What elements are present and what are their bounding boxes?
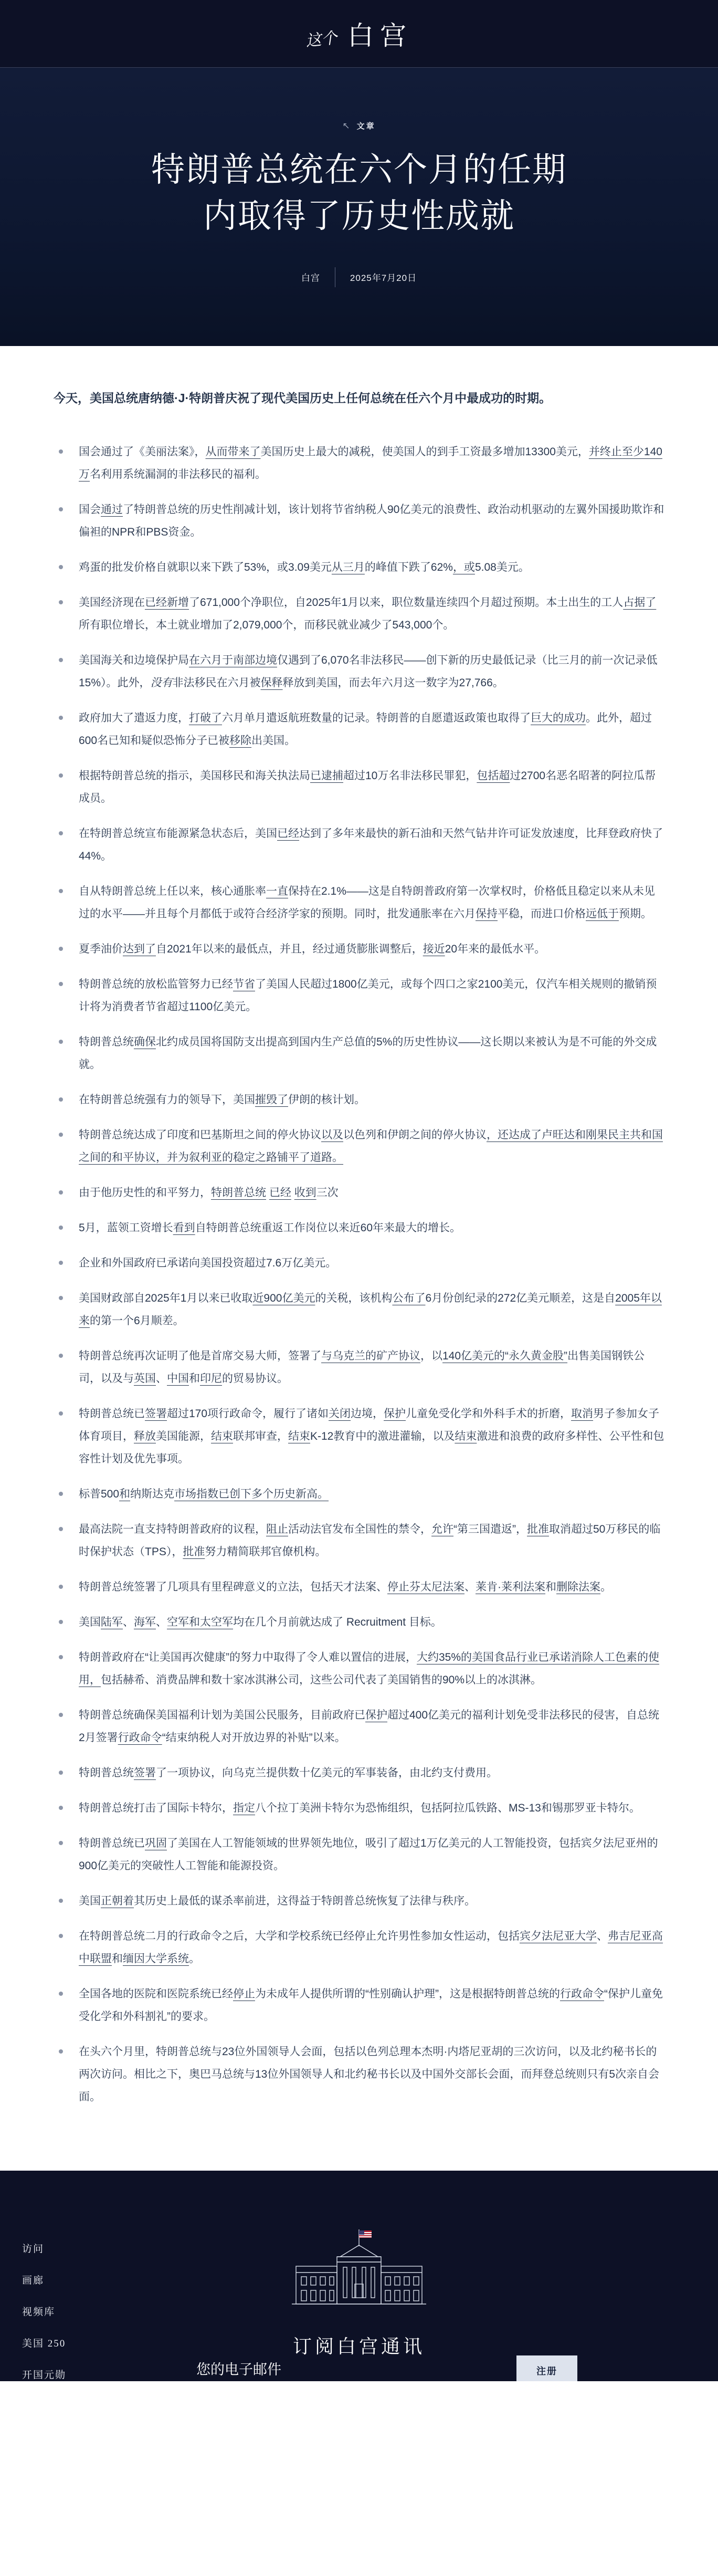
text-segment: 努力精简联邦官僚机构。 [205, 1545, 326, 1558]
text-segment: 保持在2.1%——这是自特朗普政府第一次掌权时，价格低且稳定以来从未见过的水平——并且每个月都低于或符合经济学家的预期。同时，批发通胀率在六月 [79, 885, 655, 920]
inline-link[interactable]: 以及 [321, 1128, 343, 1141]
achievement-item [54, 765, 664, 810]
breadcrumb-label: 文章 [356, 122, 376, 131]
page-title: 特朗普总统在六个月的任期内取得了历史性成就 [151, 151, 567, 235]
us-flag-icon [359, 2231, 372, 2238]
inline-link[interactable]: 删除法案 [556, 1580, 600, 1593]
achievement-item [54, 707, 664, 752]
signup-button[interactable]: 注册 [516, 2355, 577, 2381]
text-segment: 了671,000个净职位，自2025年1月以来，职位数量连续四个月超过预期。本土出生的工人 [189, 596, 624, 609]
text-segment: 仅遇到了6,070名非法移民——创下新的历史最低记录（比三月的前一次记录低15%）。此外， [79, 654, 658, 689]
text-segment: 标普500 [79, 1488, 120, 1500]
inline-link[interactable]: 行政命令 [118, 1731, 162, 1744]
text-segment: 了一项协议，向乌克兰提供数十亿美元的军事装备，由北约支付费用。 [156, 1766, 498, 1779]
achievement-item [54, 1483, 664, 1505]
inline-link[interactable]: 巨大的成功 [531, 711, 586, 724]
footer-link[interactable]: 视频库 [22, 2306, 56, 2318]
text-segment: “保护儿童免受化学和外科割礼”的要求。 [79, 1987, 663, 2023]
text-segment: 出美国。 [251, 734, 296, 747]
inline-link[interactable]: 大约35%的美国食品行业已承诺消除人工色素的使用， [79, 1651, 660, 1686]
text-segment: 没有 [150, 676, 173, 689]
inline-link[interactable]: 已经新增 [145, 596, 189, 609]
inline-link[interactable]: 确保 [134, 1035, 156, 1048]
inline-link[interactable]: 允许 [431, 1523, 453, 1535]
text-segment: 在头六个月里，特朗普总统与23位外国领导人会面，包括以色列总理本杰明·内塔尼亚胡的三次访问，以及北约秘书长的两次访问。相比之下，奥巴马总统与13位外国领导人和北约秘书长以及中国外交部长会面，而拜登总统则只有5次亲自会面。 [79, 2045, 660, 2103]
text-segment: 和 [112, 1952, 123, 1965]
text-segment: 的贸易协议。 [222, 1372, 288, 1385]
inline-link[interactable]: 节省 [233, 978, 255, 990]
text-segment: 国会通过了《美丽法案》， [79, 445, 206, 458]
inline-link[interactable]: 停止芬太尼法案 [387, 1580, 464, 1593]
inline-link[interactable]: 达到了 [123, 943, 156, 955]
text-segment: 国会 [79, 503, 101, 516]
inline-link[interactable]: 签署 [145, 1407, 167, 1420]
text-segment: 伊朗的核计划。 [288, 1093, 365, 1106]
text-segment: 、 [156, 1616, 167, 1628]
text-segment: 平稳，而进口价格 [498, 907, 586, 920]
site-header [0, 0, 718, 67]
achievement-item [54, 2040, 664, 2108]
text-segment: 特朗普政府在“让美国再次健康”的努力中取得了令人难以置信的进展， [79, 1651, 417, 1663]
text-segment: 八个拉丁美洲卡特尔为恐怖组织，包括阿拉瓜铁路、MS-13和锡那罗亚卡特尔。 [255, 1802, 640, 1814]
achievement-item [54, 1797, 664, 1819]
inline-link[interactable]: 指定 [233, 1802, 255, 1814]
achievement-item [54, 1762, 664, 1784]
text-segment: 为未成年人提供所谓的“性别确认护理”，这是根据特朗普总统的 [255, 1987, 560, 2000]
text-segment: 特朗普总统再次证明了他是首席交易大师，签署了 [79, 1349, 321, 1362]
text-segment: 释放到美国，而去年六月这一数字为27,766。 [282, 676, 504, 689]
inline-link[interactable]: 海军 [134, 1616, 156, 1628]
inline-link[interactable]: 2005年以来 [79, 1292, 662, 1327]
achievement-item [54, 880, 664, 925]
achievement-item [54, 1890, 664, 1912]
text-segment: 特朗普总统的放松监管努力已经 [79, 978, 233, 990]
inline-link[interactable]: 陆军 [101, 1616, 123, 1628]
text-segment: 美国海关和边境保护局 [79, 654, 189, 666]
article-hero [0, 67, 718, 346]
inline-link[interactable]: 已逮捕 [310, 769, 343, 782]
text-segment: 的关税，该机构 [315, 1292, 393, 1304]
text-segment: 非法移民在六月被 [172, 676, 261, 689]
text-segment: 自2021年以来的最低点，并且，经过通货膨胀调整后， [156, 943, 423, 955]
site-footer [0, 2171, 718, 2381]
achievement-item [54, 1088, 664, 1111]
inline-link[interactable]: 移除 [229, 734, 252, 747]
achievement-list [54, 441, 664, 2108]
text-segment: 均在几个月前就达成了 Recruitment 目标。 [233, 1616, 442, 1628]
achievement-item [54, 1576, 664, 1598]
inline-link[interactable]: 与乌克兰的矿产协议 [321, 1349, 420, 1362]
whitehouse-logo[interactable] [305, 15, 413, 53]
inline-link[interactable]: 市场指数已创下多个历史新高。 [174, 1488, 329, 1500]
inline-link[interactable]: 看到 [173, 1221, 195, 1234]
inline-link[interactable]: 收到 [294, 1186, 316, 1199]
achievement-item [54, 1031, 664, 1076]
inline-link[interactable]: 接近 [423, 943, 445, 955]
text-segment: K-12教育中的激进灌输，以及 [310, 1430, 455, 1442]
achievement-item [54, 1402, 664, 1470]
inline-link[interactable]: 释放 [134, 1430, 156, 1442]
text-segment: 边境， [351, 1407, 384, 1420]
byline-date: 2025年7月20日 [350, 273, 417, 284]
achievement-item [54, 1217, 664, 1239]
inline-link[interactable]: 批准 [527, 1523, 549, 1535]
text-segment: 超过170项行政命令，履行了诸如 [167, 1407, 329, 1420]
text-segment: 在特朗普总统二月的行政命令之后，大学和学校系统已经停止允许男性参加女性运动，包括 [79, 1930, 520, 1942]
inline-link[interactable]: 从三月 [331, 561, 365, 573]
text-segment: 特朗普总统 [79, 1766, 134, 1779]
inline-link[interactable]: 已经 [269, 1186, 291, 1199]
text-segment: 。 [189, 1952, 200, 1965]
text-segment: 特朗普总统 [79, 1035, 134, 1048]
inline-link[interactable]: 近900亿美元 [252, 1292, 315, 1304]
inline-link[interactable]: 中国 [167, 1372, 189, 1385]
inline-link[interactable]: 通过 [101, 503, 123, 516]
achievement-item [54, 1646, 664, 1691]
text-segment: 男子参加女子体育项目， [79, 1407, 660, 1442]
text-segment: 以色列和伊朗之间的停火协议 [343, 1128, 487, 1141]
footer-nav [22, 2241, 66, 2381]
email-input[interactable] [195, 2359, 493, 2381]
inline-link[interactable]: 巩固 [145, 1837, 167, 1849]
achievement-item [54, 441, 664, 486]
text-segment: 取消超过50万移民的临时保护状态（TPS）， [79, 1523, 661, 1558]
inline-link[interactable]: 空军和太空军 [167, 1616, 233, 1628]
inline-link[interactable]: 从而带来了 [205, 445, 261, 458]
text-segment: 联邦审查， [233, 1430, 288, 1442]
inline-link[interactable]: 行政命令 [559, 1987, 604, 2000]
text-segment: 政府加大了遣返力度， [79, 711, 189, 724]
inline-link[interactable]: 印尼 [200, 1372, 222, 1385]
footer-link[interactable]: 画廊 [22, 2275, 45, 2286]
inline-link[interactable]: 结束 [455, 1430, 477, 1442]
text-segment: 美国财政部自2025年1月以来已收取 [79, 1292, 253, 1304]
text-segment: 在特朗普总统宣布能源紧急状态后，美国 [79, 827, 277, 840]
inline-link[interactable]: 在六月于南部边境 [189, 654, 277, 666]
inline-link[interactable]: 正朝着 [101, 1894, 134, 1907]
achievement-item [54, 1287, 664, 1332]
text-segment: 、 [156, 1372, 167, 1385]
text-segment: 特朗普总统已 [79, 1837, 145, 1849]
footer-link[interactable]: 美国 250 [22, 2338, 66, 2349]
inline-link[interactable]: 批准 [183, 1545, 205, 1558]
inline-link[interactable]: 保持 [476, 907, 498, 920]
text-segment: 的峰值下跌了62% [364, 561, 453, 573]
text-segment: 在特朗普总统强有力的领导下，美国 [79, 1093, 255, 1106]
text-segment: 5月，蓝领工资增长 [79, 1221, 173, 1234]
achievement-item [54, 1124, 664, 1169]
text-segment: 20年来的最低水平。 [445, 943, 546, 955]
text-segment: 根据特朗普总统的指示，美国移民和海关执法局 [79, 769, 310, 782]
footer-link[interactable]: 开国元勋 [22, 2369, 67, 2381]
text-segment: 美国 [79, 1894, 101, 1907]
achievement-item [54, 973, 664, 1018]
text-segment: 过2700名恶名昭著的阿拉瓜帮成员。 [79, 769, 656, 804]
intro-paragraph: 今天，美国总统唐纳德·J·特朗普庆祝了现代美国历史上任何总统在任六个月中最成功的时期。 [54, 391, 552, 405]
text-segment: 六月单月遣返航班数量的记录。特朗普的自愿遣返政策也取得了 [222, 711, 531, 724]
achievement-item [54, 1252, 664, 1274]
inline-link[interactable]: 英国 [134, 1372, 156, 1385]
text-segment: 6月份创纪录的272亿美元顺差，这是自 [425, 1292, 616, 1304]
newsletter-form [195, 2355, 577, 2381]
article-body [0, 346, 718, 2171]
inline-link[interactable]: 保释 [260, 676, 283, 689]
text-segment: 。此外，超过600名已知和疑似恐怖分子已被 [79, 711, 652, 747]
text-segment: 了美国人民超过1800亿美元，或每个四口之家2100美元，仅汽车相关规则的撤销预计将为消费者节省超过1100亿美元。 [79, 978, 657, 1013]
text-segment: 纳斯达克 [130, 1488, 175, 1500]
achievement-item [54, 1925, 664, 1970]
text-segment: 鸡蛋的批发价格自就职以来下跌了53%，或3.09美元 [79, 561, 332, 573]
text-segment: 、 [464, 1580, 476, 1593]
text-segment: 达到了多年来最快的新石油和天然气钻井许可证发放速度，比拜登政府快了44%。 [79, 827, 663, 862]
inline-link[interactable]: 远低于 [586, 907, 619, 920]
inline-link[interactable]: 140亿美元的“永久黄金股” [442, 1349, 568, 1362]
inline-link[interactable]: 特朗普总统 [211, 1186, 266, 1199]
achievement-item [54, 556, 664, 579]
text-segment: 的第一个6月顺差。 [90, 1314, 184, 1327]
footer-link[interactable]: 访问 [22, 2243, 45, 2255]
text-segment: 特朗普总统签署了几项具有里程碑意义的立法，包括天才法案、 [79, 1580, 387, 1593]
inline-link[interactable]: 已经 [277, 827, 299, 840]
brand-name: 白宫 [347, 21, 413, 50]
text-segment: 由于他历史性的和平努力， [79, 1186, 211, 1199]
inline-link[interactable]: 宾夕法尼亚大学 [520, 1930, 597, 1942]
inline-link[interactable]: 结束 [211, 1430, 233, 1442]
inline-link[interactable]: 结束 [288, 1430, 310, 1442]
achievement-item [54, 1518, 664, 1563]
byline-author: 白宫 [301, 273, 320, 284]
text-segment: 和 [545, 1580, 556, 1593]
inline-link[interactable]: 关闭 [329, 1407, 351, 1420]
text-segment: 包括赫希、消费品牌和数十家冰淇淋公司，这些公司代表了美国销售的90%以上的冰淇淋。 [101, 1673, 542, 1686]
text-segment: 美国经济现在 [79, 596, 145, 609]
text-segment: 北约成员国将国防支出提高到国内生产总值的5%的历史性协议——这长期以来被认为是不可能的外交成就。 [79, 1035, 657, 1071]
text-segment: 所有职位增长，本土就业增加了2,079,000个，而移民就业减少了543,000个。 [79, 619, 455, 631]
text-segment: 特朗普总统打击了国际卡特尔， [79, 1802, 233, 1814]
inline-link[interactable]: 摧毁了 [255, 1093, 288, 1106]
inline-link[interactable]: 签署 [134, 1766, 156, 1779]
byline [0, 267, 718, 287]
achievement-item [54, 1832, 664, 1877]
inline-link[interactable]: 缅因大学系统 [123, 1952, 189, 1965]
inline-link[interactable]: 并终止至少140万 [79, 445, 662, 480]
inline-link[interactable]: 保护 [365, 1709, 387, 1721]
text-segment: 美国历史上最大的减税，使美国人的到手工资最多增加13300美元， [260, 445, 589, 458]
footer-center [286, 2225, 432, 2359]
text-segment: 全国各地的医院和医院系统已经 [79, 1987, 233, 2000]
text-segment: 企业和外国政府已承诺向美国投资超过7.6万亿美元。 [79, 1256, 337, 1269]
inline-link[interactable]: 阻止 [266, 1523, 288, 1535]
inline-link[interactable]: 一直 [266, 885, 288, 897]
text-segment: 自从特朗普总统上任以来，核心通胀率 [79, 885, 266, 897]
text-segment: 了特朗普总统的历史性削减计划，该计划将节省纳税人90亿美元的浪费性、政治动机驱动的左翼外国援助欺诈和偏袒的NPR和PBS资金。 [79, 503, 664, 538]
text-segment: 。 [600, 1580, 611, 1593]
text-segment: 最高法院一直支持特朗普政府的议程， [79, 1523, 266, 1535]
achievement-item [54, 498, 664, 543]
text-segment: 夏季油价 [79, 943, 123, 955]
text-segment: 特朗普总统已 [79, 1407, 145, 1420]
achievement-item [54, 1181, 664, 1204]
achievement-item [54, 649, 664, 694]
achievement-item [54, 1345, 664, 1390]
text-segment: ，以 [420, 1349, 442, 1362]
inline-link[interactable]: 和 [119, 1488, 131, 1500]
text-segment: 自特朗普总统重返工作岗位以来近60年来最大的增长。 [195, 1221, 461, 1234]
inline-link[interactable]: 包括超 [477, 769, 510, 782]
inline-link[interactable]: ，或 [452, 561, 475, 573]
text-segment: 超过10万名非法移民罪犯， [343, 769, 477, 782]
inline-link[interactable]: 莱肯·莱利法案 [476, 1580, 545, 1593]
inline-link[interactable]: ，还达成了卢旺达和刚果民主共和国之间的和平协议，并为叙利亚的稳定之路铺平了道路。 [79, 1128, 663, 1164]
inline-link[interactable]: 保护 [384, 1407, 406, 1420]
text-segment: 了美国在人工智能领域的世界领先地位，吸引了超过1万亿美元的人工智能投资，包括宾夕法尼亚州的900亿美元的突破性人工智能和能源投资。 [79, 1837, 658, 1872]
text-segment: “第三国遣返”， [453, 1523, 527, 1535]
text-segment: 特朗普总统确保美国福利计划为美国公民服务，目前政府已 [79, 1709, 365, 1721]
text-segment: 、 [123, 1616, 134, 1628]
text-segment: 5.08美元。 [474, 561, 530, 573]
breadcrumb[interactable] [342, 120, 375, 131]
achievement-item [54, 938, 664, 960]
inline-link[interactable]: 打破了 [189, 711, 222, 724]
achievement-item [54, 1983, 664, 2028]
newsletter-title: 订阅白宫通讯 [292, 2336, 425, 2357]
text-segment: 儿童免受化学和外科手术的折磨， [406, 1407, 572, 1420]
text-segment: 美国 [79, 1616, 101, 1628]
whitehouse-illustration [286, 2225, 432, 2308]
text-segment: 预期。 [619, 907, 652, 920]
text-segment: “结束纳税人对开放边界的补贴”以来。 [162, 1731, 346, 1744]
achievement-item [54, 1611, 664, 1633]
text-segment: 其历史上最低的谋杀率前进，这得益于特朗普总统恢复了法律与秩序。 [134, 1894, 476, 1907]
achievement-item [54, 1704, 664, 1749]
text-segment: 美国能源， [156, 1430, 211, 1442]
brand-prefix: 这个 [304, 29, 338, 50]
inline-link[interactable]: 取消 [571, 1407, 594, 1420]
text-segment: 出售美国钢铁公司，以及与 [79, 1349, 645, 1385]
achievement-item [54, 591, 664, 636]
text-segment: 和 [189, 1372, 200, 1385]
inline-link[interactable]: 占据了 [623, 596, 657, 609]
text-segment: 激进和浪费的政府多样性、公平性和包容性计划及优先事项。 [79, 1430, 664, 1465]
text-segment: 活动法官发布全国性的禁令， [288, 1523, 431, 1535]
text-segment: 三次 [316, 1186, 339, 1199]
achievement-item [54, 822, 664, 867]
inline-link[interactable]: 弗吉尼亚高中联盟 [79, 1930, 663, 1965]
text-segment: 特朗普总统达成了印度和巴基斯坦之间的停火协议 [79, 1128, 321, 1141]
back-arrow-icon: ↖ [342, 121, 352, 131]
text-segment: 名利用系统漏洞的非法移民的福利。 [90, 468, 266, 480]
inline-link[interactable]: 公布了 [392, 1292, 426, 1304]
inline-link[interactable]: 停止 [233, 1987, 255, 2000]
text-segment: 、 [597, 1930, 608, 1942]
text-segment: 超过400亿美元的福利计划免受非法移民的侵害，自总统2月签署 [79, 1709, 660, 1744]
